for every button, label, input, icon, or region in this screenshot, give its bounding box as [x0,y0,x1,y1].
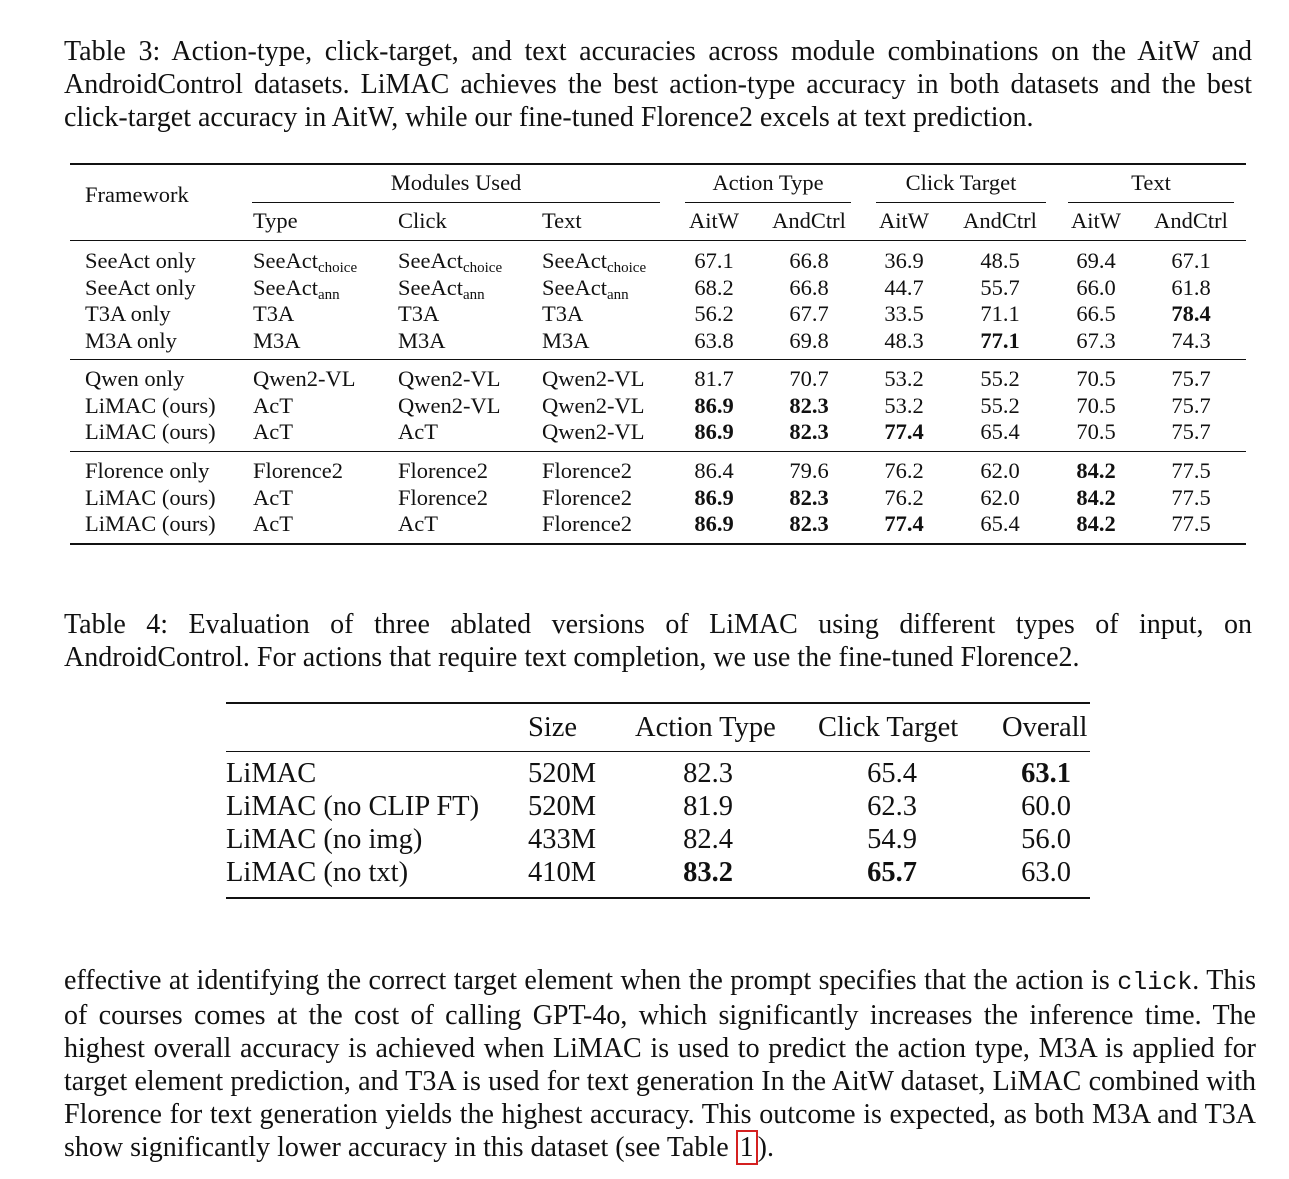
t3-value-action-aitw: 68.2 [694,275,734,300]
t3-cell-text-subscript: ann [606,287,629,303]
t3-value-click-aitw: 44.7 [884,275,924,300]
table3-header-rule [70,240,1246,241]
t3-value-click-andctrl: 71.1 [980,301,1020,326]
t3-cell-framework-text: LiMAC (ours) [85,511,216,536]
t3-value-click-aitw: 36.9 [884,248,924,273]
t3-cell-framework [85,393,216,419]
body-paragraph [64,964,1256,1164]
subheader-text-andctrl: AndCtrl [1154,208,1228,233]
t3-cell-click [398,275,485,301]
t3-value-action-andctrl: 70.7 [789,366,829,391]
t3-value-action-aitw: 63.8 [694,328,734,353]
t3-cell-framework-text: SeeAct only [85,275,196,300]
t3-value-text-andctrl: 75.7 [1171,366,1211,391]
t3-value-text-aitw: 70.5 [1076,366,1116,391]
t3-value-text-aitw: 66.0 [1076,275,1116,300]
t3-value-click-aitw: 48.3 [884,328,924,353]
t3-cell-text-text: Qwen2-VL [542,419,645,444]
t4-cell-size: 433M [528,824,597,855]
t3-value-action-aitw: 86.4 [694,458,734,483]
t3-cell-click [398,328,446,354]
t3-cell-type [253,511,293,537]
t4-cell-size: 520M [528,758,597,789]
t3-value-text-andctrl: 75.7 [1171,393,1211,418]
t3-cell-text-text: Florence2 [542,511,632,536]
t3-value-click-aitw: 77.4 [884,511,924,536]
t3-cell-click-text: SeeAct [398,248,463,273]
t3-cell-text [542,511,632,537]
t3-cell-type [253,301,294,327]
t4-cell-action: 81.9 [683,791,733,822]
table3-group2-rule [70,451,1246,452]
t3-cell-text-text: SeeAct [542,248,607,273]
t3-cell-type-text: AcT [253,419,293,444]
t3-cell-click-text: Qwen2-VL [398,366,501,391]
t3-cell-click [398,485,488,511]
t4-cell-name: LiMAC (no img) [226,824,423,855]
t3-cell-framework-text: LiMAC (ours) [85,485,216,510]
t3-value-action-andctrl: 82.3 [789,393,829,418]
t3-cell-type-text: T3A [253,301,295,326]
t4-cell-click: 65.4 [867,758,917,789]
t3-cell-type [253,393,293,419]
t3-cell-framework [85,301,171,327]
t4-cell-name: LiMAC [226,758,317,789]
t3-value-action-andctrl: 82.3 [789,511,829,536]
t3-cell-framework [85,419,216,445]
t3-cell-text-text: Qwen2-VL [542,366,645,391]
t3-value-text-andctrl: 77.5 [1171,511,1211,536]
t3-value-action-aitw: 86.9 [694,419,734,444]
t3-value-action-andctrl: 66.8 [789,275,829,300]
t3-cell-click [398,458,488,484]
t3-cell-click-text: T3A [398,301,440,326]
t3-cell-text [542,366,644,392]
t3-cell-framework [85,366,184,392]
table3-caption: Table 3: Action-type, click-target, and text accuracies across module combinations on the AitW and AndroidControl datasets. LiMAC achieves the best action-type accuracy in both datasets and the best click-target accuracy in AitW, while our fine-tuned Florence2 excels at text prediction. [64,36,1252,133]
t3-cell-type-text: AcT [253,511,293,536]
t3-cell-type [253,485,293,511]
body-text-part1: effective at identifying the correct target element when the prompt specifies that the action is [64,965,1118,996]
t3-cell-click-subscript: ann [462,287,485,303]
t3-cell-framework [85,485,216,511]
t3-cell-framework [85,328,177,354]
t3-cell-text-text: M3A [542,328,590,353]
t3-value-text-andctrl: 78.4 [1171,301,1211,326]
t3-cell-click-text: SeeAct [398,275,463,300]
text-underline [1068,202,1234,203]
header-click-target: Click Target [905,170,1017,195]
t3-value-action-aitw: 86.9 [694,485,734,510]
header-text: Text [1131,170,1171,195]
t3-value-text-aitw: 84.2 [1076,458,1116,483]
table3-bottom-rule [70,543,1246,545]
t3-cell-text-text: Florence2 [542,458,632,483]
t3-cell-type-text: Florence2 [253,458,343,483]
t4-cell-overall: 63.0 [1021,857,1071,888]
t3-cell-text [542,458,632,484]
t3-cell-text-text: Florence2 [542,485,632,510]
t3-cell-type-text: SeeAct [253,275,318,300]
t3-value-click-aitw: 53.2 [884,393,924,418]
table4-bottom-rule [226,897,1090,899]
t3-cell-type-subscript: ann [317,287,340,303]
t3-cell-framework [85,511,216,537]
t3-cell-click-text: AcT [398,419,438,444]
t3-cell-text [542,275,629,301]
t4-cell-action: 82.4 [683,824,733,855]
t3-value-click-aitw: 76.2 [884,485,924,510]
t3-value-click-andctrl: 62.0 [980,458,1020,483]
t3-cell-framework [85,458,209,484]
t3-cell-framework [85,275,196,301]
table4-header-rule [226,751,1090,752]
header-modules-used: Modules Used [390,170,522,195]
subheader-click-andctrl: AndCtrl [963,208,1037,233]
t4-header-action-type: Action Type [635,712,776,743]
body-text-part3: ). [757,1132,774,1163]
t3-cell-click-text: Florence2 [398,485,488,510]
t3-value-action-andctrl: 82.3 [789,485,829,510]
t3-value-text-aitw: 66.5 [1076,301,1116,326]
t3-value-text-aitw: 69.4 [1076,248,1116,273]
t3-value-click-andctrl: 55.2 [980,393,1020,418]
t3-value-click-andctrl: 65.4 [980,419,1020,444]
t3-cell-click [398,366,500,392]
t3-value-action-andctrl: 67.7 [789,301,829,326]
t4-header-size: Size [528,712,578,743]
body-text-part2: . This of courses comes at the cost of calling GPT-4o, which significantly increases the inference time. The highest overall accuracy is achieved when LiMAC is used to predict the action type, M3A is applied for target element prediction, and T3A is used for text generation In the AitW dataset, LiMAC combined with Florence for text generation yields the highest accuracy. This outcome is expected, as both M3A and T3A show significantly lower accuracy in this dataset (see Table [64,965,1256,1163]
subheader-click: Click [398,208,447,233]
table4-caption: Table 4: Evaluation of three ablated versions of LiMAC using different types of input, on AndroidControl. For actions that require text completion, we use the fine-tuned Florence2. [64,609,1252,673]
t3-cell-text-text: SeeAct [542,275,607,300]
t3-cell-click-text: Florence2 [398,458,488,483]
t4-cell-action: 83.2 [683,857,733,888]
t4-header-click-target: Click Target [818,712,959,743]
t3-value-click-andctrl: 48.5 [980,248,1020,273]
t3-value-click-andctrl: 62.0 [980,485,1020,510]
inline-code-click: click [1117,968,1193,997]
t3-value-text-andctrl: 74.3 [1171,328,1211,353]
t3-value-text-aitw: 84.2 [1076,511,1116,536]
t3-cell-click-text: M3A [398,328,446,353]
t3-cell-text [542,328,590,354]
subheader-type: Type [253,208,298,233]
click-target-underline [876,202,1046,203]
table-ref-link[interactable]: 1 [736,1130,758,1165]
t3-cell-type [253,458,343,484]
t3-value-click-andctrl: 55.2 [980,366,1020,391]
t3-cell-text [542,301,583,327]
t3-cell-framework [85,248,196,274]
t3-cell-framework-text: Qwen only [85,366,185,391]
t3-value-click-andctrl: 77.1 [980,328,1020,353]
t3-cell-text [542,419,644,445]
t3-value-text-aitw: 70.5 [1076,419,1116,444]
t3-cell-type [253,419,293,445]
t3-cell-text-text: Qwen2-VL [542,393,645,418]
t3-cell-type-text: SeeAct [253,248,318,273]
t3-cell-type-text: Qwen2-VL [253,366,356,391]
t3-value-action-andctrl: 66.8 [789,248,829,273]
t4-cell-action: 82.3 [683,758,733,789]
t3-value-text-andctrl: 77.5 [1171,458,1211,483]
t3-value-click-andctrl: 65.4 [980,511,1020,536]
t3-value-text-andctrl: 67.1 [1171,248,1211,273]
t4-cell-size: 410M [528,857,597,888]
t3-value-action-aitw: 86.9 [694,511,734,536]
t3-value-text-aitw: 84.2 [1076,485,1116,510]
t4-cell-overall: 63.1 [1021,758,1071,789]
t3-cell-framework-text: M3A only [85,328,177,353]
t3-value-click-aitw: 76.2 [884,458,924,483]
t3-cell-framework-text: SeeAct only [85,248,196,273]
t3-value-action-aitw: 67.1 [694,248,734,273]
t3-cell-framework-text: LiMAC (ours) [85,419,216,444]
t3-cell-type-text: M3A [253,328,301,353]
t3-cell-type-text: AcT [253,485,293,510]
t3-value-action-aitw: 56.2 [694,301,734,326]
t3-cell-type [253,366,355,392]
table4-top-rule [226,702,1090,704]
t3-cell-type [253,275,340,301]
t4-cell-overall: 60.0 [1021,791,1071,822]
t3-cell-text-subscript: choice [606,260,647,276]
t3-cell-click-text: AcT [398,511,438,536]
t3-value-click-andctrl: 55.7 [980,275,1020,300]
t3-value-click-aitw: 53.2 [884,366,924,391]
t4-cell-name: LiMAC (no CLIP FT) [226,791,480,822]
t3-cell-type-text: AcT [253,393,293,418]
t3-cell-text-text: T3A [542,301,584,326]
t4-cell-click: 54.9 [867,824,917,855]
table3-top-rule [70,163,1246,165]
subheader-text: Text [542,208,582,233]
t3-value-text-aitw: 67.3 [1076,328,1116,353]
t3-cell-framework-text: Florence only [85,458,210,483]
t3-value-text-andctrl: 61.8 [1171,275,1211,300]
t3-value-action-andctrl: 79.6 [789,458,829,483]
t3-cell-click [398,248,502,274]
t3-value-action-andctrl: 69.8 [789,328,829,353]
t3-value-text-aitw: 70.5 [1076,393,1116,418]
subheader-action-aitw: AitW [689,208,739,233]
t4-cell-click: 62.3 [867,791,917,822]
t3-value-text-andctrl: 77.5 [1171,485,1211,510]
t3-value-action-aitw: 81.7 [694,366,734,391]
t3-cell-type-subscript: choice [317,260,358,276]
t3-value-click-aitw: 77.4 [884,419,924,444]
t3-cell-click [398,301,439,327]
t3-cell-text [542,393,644,419]
table3-group1-rule [70,359,1246,360]
header-framework: Framework [85,182,189,207]
t3-value-action-aitw: 86.9 [694,393,734,418]
t4-cell-size: 520M [528,791,597,822]
t4-cell-overall: 56.0 [1021,824,1071,855]
action-type-underline [685,202,851,203]
subheader-action-andctrl: AndCtrl [772,208,846,233]
t3-cell-framework-text: LiMAC (ours) [85,393,216,418]
t3-cell-type [253,328,301,354]
t4-cell-name: LiMAC (no txt) [226,857,409,888]
t3-value-click-aitw: 33.5 [884,301,924,326]
subheader-text-aitw: AitW [1071,208,1121,233]
header-action-type: Action Type [712,170,824,195]
t4-cell-click: 65.7 [867,857,917,888]
t3-cell-text [542,248,646,274]
t3-value-text-andctrl: 75.7 [1171,419,1211,444]
t4-header-overall: Overall [1002,712,1088,743]
t3-cell-text [542,485,632,511]
t3-cell-click [398,419,438,445]
t3-cell-click-text: Qwen2-VL [398,393,501,418]
t3-cell-type [253,248,357,274]
t3-cell-click [398,393,500,419]
t3-cell-click [398,511,438,537]
modules-used-underline [252,202,660,203]
t3-cell-click-subscript: choice [462,260,503,276]
t3-value-action-andctrl: 82.3 [789,419,829,444]
subheader-click-aitw: AitW [879,208,929,233]
t3-cell-framework-text: T3A only [85,301,171,326]
